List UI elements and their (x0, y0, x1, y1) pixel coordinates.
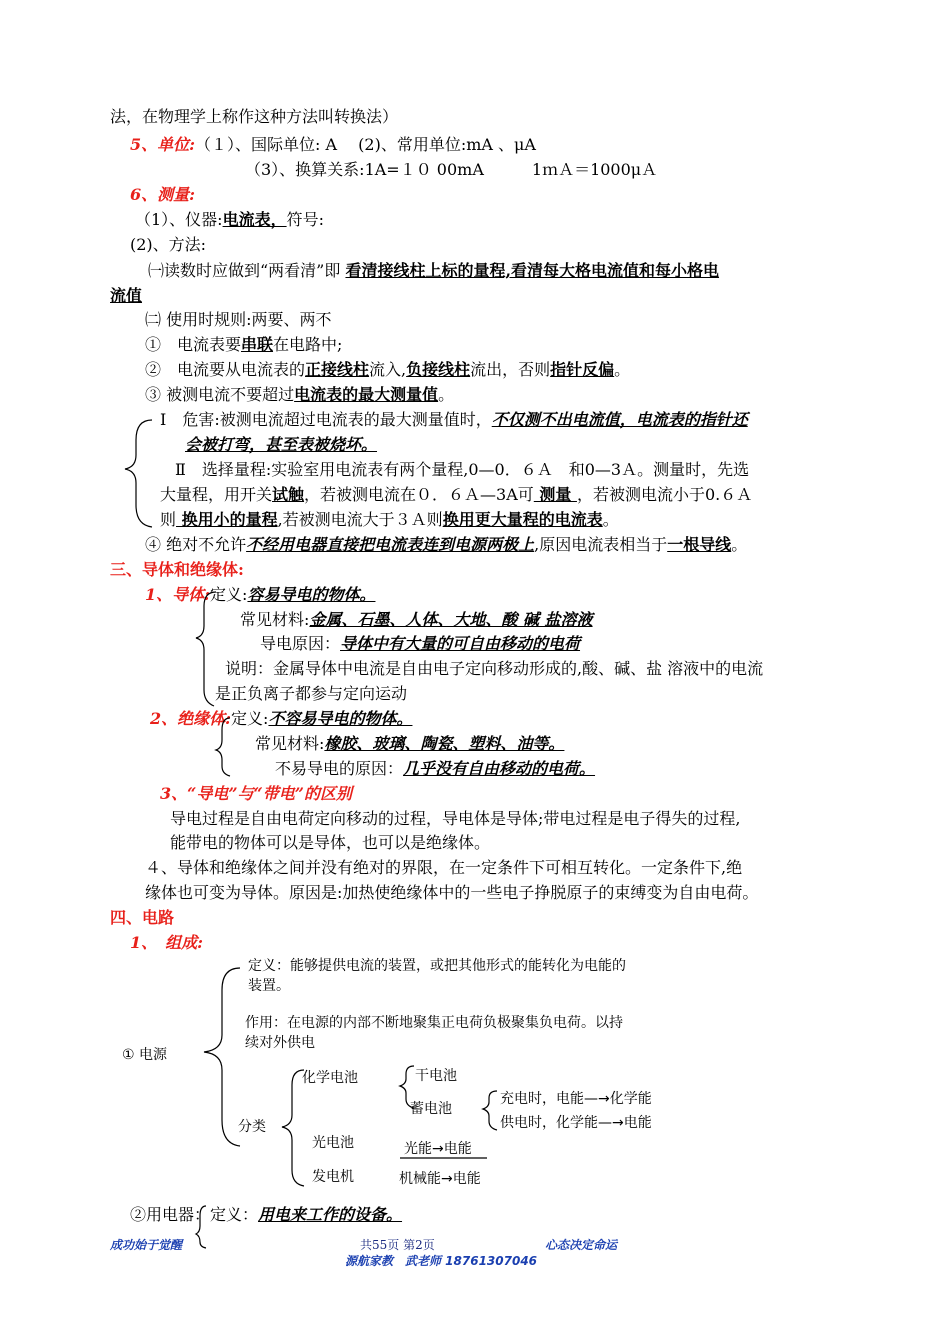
method-line: (2)、方法: (130, 235, 207, 254)
range-line-1: Ⅱ 选择量程:实验室用电流表有两个量程,0—0．６Ａ 和0—3Ａ。测量时，先选 (175, 460, 750, 479)
usage-rules: ㈡ 使用时规则:两要、两不 (145, 310, 332, 329)
brace (483, 1091, 497, 1130)
conversion-line-2: 缘体也可变为导体。原因是:加热使绝缘体中的一些电子挣脱原子的束缚变为自由电荷。 (145, 883, 759, 902)
conductor-def: 1、导体:定义:容易导电的物体。 (145, 585, 376, 604)
text-line: 法，在物理学上称作这种方法叫转换法） (110, 107, 399, 126)
generator: 发电机 (312, 1169, 354, 1185)
brace (204, 968, 240, 1146)
unit-line: 5、单位:（１）、国际单位: A (2)、常用单位:mA 、μA (130, 135, 536, 154)
classification-label: 分类 (238, 1119, 266, 1135)
conductor-note: 说明：金属导体中电流是自由电子定向移动形成的,酸、碱、盐 溶液中的电流 (225, 659, 764, 678)
dry-cell: 干电池 (415, 1068, 457, 1084)
range-line-2: 大量程，用开关试触，若被测电流在０．６Ａ—3A可 测量 ，若被测电流小于0.６Ａ (160, 485, 753, 504)
footer-left: 成功始于觉醒 (110, 1238, 183, 1252)
conductor-reason: 导电原因：导体中有大量的可自由移动的电荷 (260, 634, 581, 653)
unit-conversion: （3）、换算关系:1A=１０ 00mA 1ｍＡ＝1000μＡ (245, 160, 658, 179)
hazard-line: Ⅰ 危害:被测电流超过电流表的最大测量值时，不仅测不出电流值，电流表的指针还 (160, 410, 748, 429)
hazard-line-cont: 会被打弯，甚至表被烧坏。 (185, 435, 378, 454)
storage-battery: 蓄电池 (410, 1101, 452, 1117)
difference-line-2: 能带电的物体可以是导体，也可以是绝缘体。 (170, 833, 491, 852)
difference-line-1: 导电过程是自由电荷定向移动的过程，导电体是导体;带电过程是电子得失的过程, (170, 809, 741, 828)
generator-conversion: 机械能→电能 (399, 1171, 481, 1187)
conversion-line-1: ４、导体和绝缘体之间并没有绝对的界限，在一定条件下可相互转化。一定条件下,绝 (145, 858, 743, 877)
chemical-battery: 化学电池 (302, 1070, 358, 1086)
power-def-cont: 装置。 (248, 978, 290, 994)
difference-heading: 3、“导电”与“带电”的区别 (160, 784, 352, 803)
footer-right: 心态决定命运 (545, 1238, 618, 1252)
brace (216, 718, 230, 776)
rule-4: ④ 绝对不允许不经用电器直接把电流表连到电源两极上,原因电流表相当于一根导线。 (145, 535, 748, 554)
rule-3: ③ 被测电流不要超过电流表的最大测量值。 (145, 385, 455, 404)
power-function: 作用：在电源的内部不断地聚集正电荷负极聚集负电荷。以持 (245, 1015, 623, 1031)
brace (196, 1206, 206, 1248)
insulator-def: 2、绝缘体:定义:不容易导电的物体。 (150, 709, 413, 728)
insulator-materials: 常见材料:橡胶、玻璃、陶瓷、塑料、油等。 (255, 734, 565, 753)
brace (196, 592, 216, 706)
section-heading: 四、电路 (110, 908, 175, 927)
footer-contact: 源航家教 武老师 18761307046 (345, 1254, 538, 1268)
insulator-reason: 不易导电的原因：几乎没有自由移动的电荷。 (275, 759, 596, 778)
brace (282, 1070, 304, 1186)
solar-cell: 光电池 (312, 1135, 354, 1151)
conductor-materials: 常见材料:金属、石墨、人体、大地、酸 碱 盐溶液 (240, 610, 593, 629)
measure-heading: 6、测量: (130, 185, 196, 204)
page-number: 共55页 第2页 (360, 1238, 435, 1252)
rule-1: ① 电流表要串联在电路中; (145, 335, 343, 354)
section-heading: 三、导体和绝缘体: (110, 560, 244, 579)
discharging-conversion: 供电时，化学能—→电能 (500, 1115, 652, 1131)
charging-conversion: 充电时，电能—→化学能 (500, 1091, 652, 1107)
brace (400, 1066, 414, 1108)
power-def: 定义：能够提供电流的装置，或把其他形式的能转化为电能的 (248, 958, 626, 974)
range-line-3: 则 换用小的量程,若被测电流大于３Ａ则换用更大量程的电流表。 (160, 510, 619, 529)
conductor-note-cont: 是正负离子都参与定向运动 (215, 684, 408, 703)
composition-heading: 1、 组成: (130, 933, 204, 952)
rule-2: ② 电流要从电流表的正接线柱流入,负接线柱流出，否则指针反偏。 (145, 360, 631, 379)
instrument-line: （1）、仪器:电流表，符号: (135, 210, 324, 229)
brace (125, 420, 152, 527)
power-source-label: ① 电源 (122, 1047, 168, 1063)
reading-rule-cont: 流值 (110, 286, 143, 305)
solar-conversion: 光能→电能 (404, 1141, 472, 1157)
power-function-cont: 续对外供电 (245, 1035, 315, 1051)
appliance-def: ②用电器：定义：用电来工作的设备。 (130, 1205, 403, 1224)
reading-rule: ㈠读数时应做到“两看清”即 看清接线柱上标的量程,看清每大格电流值和每小格电 (148, 261, 720, 280)
